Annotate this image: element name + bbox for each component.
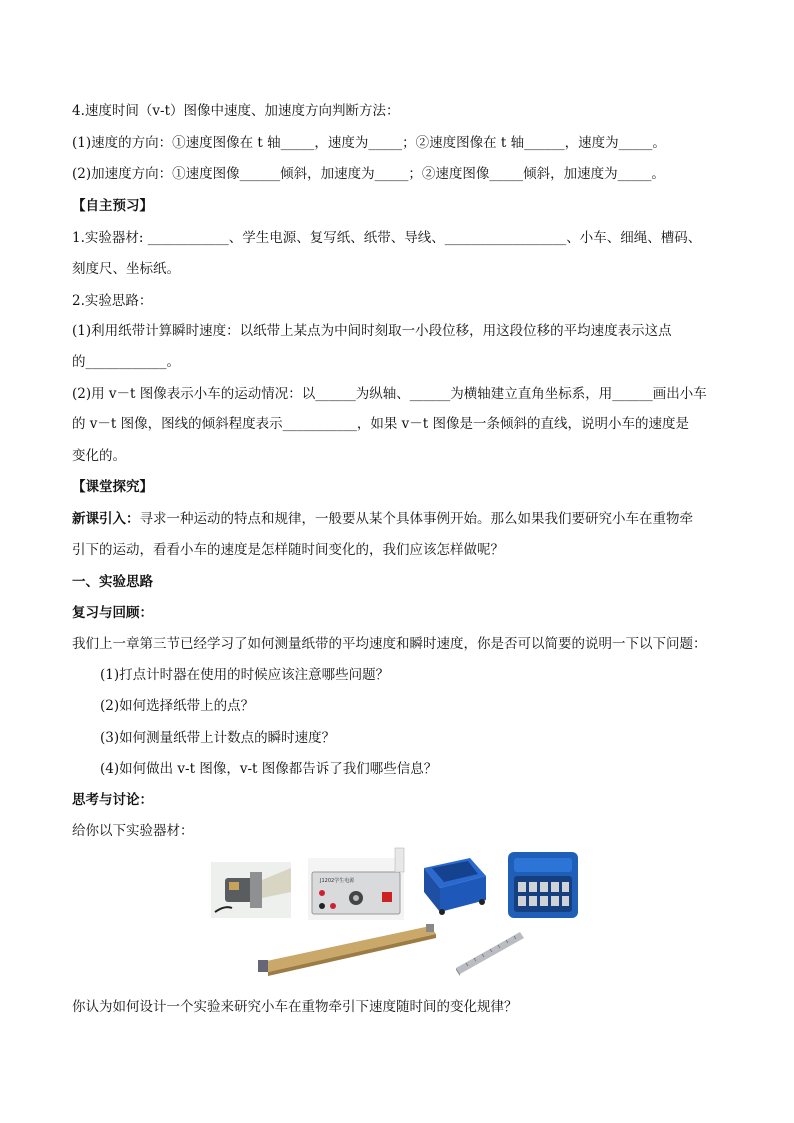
question-2: (2)如何选择纸带上的点？ <box>100 698 255 714</box>
section-preview-heading: 【自主预习】 <box>72 198 153 214</box>
line-3: (2)加速度方向：①速度图像______倾斜，加速度为_____；②速度图像_____倾斜，加速度为_____。 <box>72 166 665 182</box>
board-image <box>258 924 436 976</box>
line-1: 4.速度时间（v-t）图像中速度、加速度方向判断方法： <box>72 103 400 119</box>
line-10: (2)用 v－t 图像表示小车的运动情况：以______为纵轴、______为横轴建立直角坐标系，用______画出小车 <box>72 386 707 402</box>
section-one-heading: 一、实验思路 <box>72 574 153 590</box>
discussion-heading: 思考与讨论： <box>72 792 153 808</box>
line-15: 引下的运动，看看小车的速度是怎样随时间变化的，我们应该怎样做呢？ <box>72 542 504 558</box>
power-supply-image <box>308 848 404 920</box>
power-label: J1202学生电源 <box>320 878 355 884</box>
ruler-image <box>456 932 524 976</box>
question-4: (4)如何做出 v-t 图像，v-t 图像都告诉了我们哪些信息？ <box>100 761 438 777</box>
line-8: (1)利用纸带计算瞬时速度：以纸带上某点为中间时刻取一小段位移，用这段位移的平均速度表示这点 <box>72 323 672 339</box>
question-1: (1)打点计时器在使用的时候应该注意哪些问题？ <box>100 667 390 683</box>
line-2: (1)速度的方向：①速度图像在 t 轴_____，速度为_____；②速度图像在 t 轴______，速度为_____。 <box>72 135 666 151</box>
line-7: 2.实验思路： <box>72 293 153 309</box>
line-25: 你认为如何设计一个实验来研究小车在重物牵引下速度随时间的变化规律？ <box>72 999 518 1015</box>
section-class-heading: 【课堂探究】 <box>72 479 153 495</box>
intro-text: 寻求一种运动的特点和规律，一般要从某个具体事例开始。那么如果我们要研究小车在重物牵 <box>139 511 693 527</box>
question-3: (3)如何测量纸带上计数点的瞬时速度？ <box>100 730 336 746</box>
review-heading: 复习与回顾： <box>72 605 153 621</box>
line-9: 的____________。 <box>72 354 180 370</box>
line-11: 的 v－t 图像，图线的倾斜程度表示___________，如果 v－t 图像是一条倾斜的直线，说明小车的速度是 <box>72 416 690 432</box>
line-6: 刻度尺、坐标纸。 <box>72 261 180 277</box>
line-24: 给你以下实验器材： <box>72 823 194 839</box>
line-18: 我们上一章第三节已经学习了如何测量纸带的平均速度和瞬时速度，你是否可以简要的说明一下以下问题： <box>72 636 707 652</box>
intro-label: 新课引入： <box>72 511 140 527</box>
timer-image <box>211 862 291 918</box>
line-5: 1.实验器材: ____________、学生电源、复写纸、纸带、导线、__________________、小车、细绳、槽码、 <box>72 230 702 246</box>
cart-image <box>424 858 486 915</box>
line-12: 变化的。 <box>72 448 126 464</box>
weight-set-image <box>508 852 578 918</box>
